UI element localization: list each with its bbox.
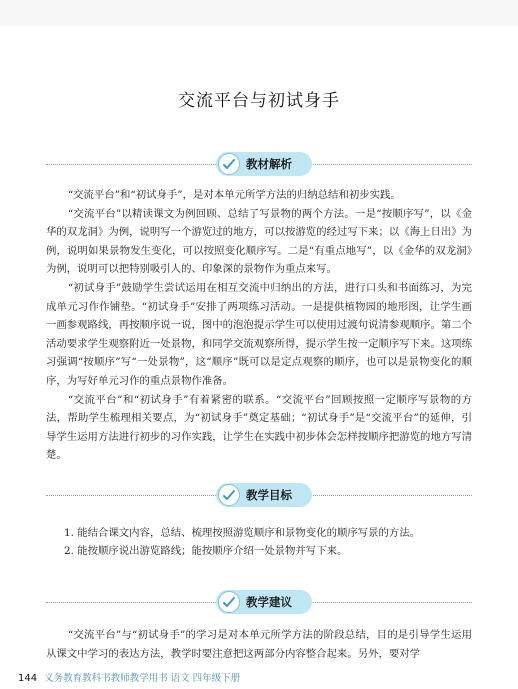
- page-number: 144: [18, 673, 38, 684]
- section-label: 教学目标: [246, 488, 292, 502]
- section-badge: [216, 483, 312, 507]
- footer-text: 义务教育教科书教师教学用书 语文 四年级下册: [44, 673, 241, 684]
- section-badge: [216, 590, 312, 614]
- paragraph: “交流平台”和“初试身手”，是对本单元所学方法的归纳总结和初步实践。: [67, 189, 401, 201]
- pencil-check-icon: [218, 484, 240, 506]
- section-header-advice: [46, 590, 472, 616]
- paragraph: “交流平台”和“初试身手”有着紧密的联系。“交流平台”回顾按照一定顺序写景物的方法，帮助学生梳理相关要点，为“初试身手”奠定基础；“初试身手”是“交流平台”的延伸，引导学生运用方法进行初步的习作实践，让学生在实践中初步体会怎样按顺序把游览的地方写清楚。: [46, 393, 473, 462]
- section-label: 教学建议: [246, 595, 292, 609]
- section-badge: [216, 152, 312, 176]
- paragraph: “交流平台”以精读课文为例回顾、总结了写景物的两个方法。一是“按顺序写”，以《金华的双龙洞》为例，说明写一个游览过的地方，可以按游览的经过写下来；以《海上日出》为例，说明如果景物发生变化，可以按照变化顺序写。二是“有重点地写”，以《金华的双龙洞》为例，说明可以把特别吸引人的、印象深的景物作为重点来写。: [46, 207, 473, 276]
- advice-text: [46, 626, 472, 663]
- page-footer: [18, 670, 240, 684]
- pencil-check-icon: [218, 591, 240, 613]
- section-header-goals: [46, 483, 472, 509]
- paragraph: “交流平台”与“初试身手”的学习是对本单元所学方法的阶段总结，目的是引导学生运用从课文中学习的表达方法，教学时要注意把这两部分内容整合起来。另外，要对学: [46, 629, 472, 660]
- analysis-text: [46, 186, 472, 465]
- goals-list: [64, 524, 474, 560]
- section-header-analysis: [46, 152, 472, 178]
- paragraph: “初试身手”鼓励学生尝试运用在相互交流中归纳出的方法，进行口头和书面练习，为完成单元习作作铺垫。“初试身手”安排了两项练习活动。一是提供植物园的地形图，让学生画一画参观路线，再按顺序说一说，图中的泡泡提示学生可以使用过渡句说清参观顺序。第二个活动要求学生观察附近一处景物，和同学交流观察所得，提示学生按一定顺序写下来。这项练习强调“按顺序”写“一处景物”，这“顺序”既可以是定点观察的顺序，也可以是景物变化的顺序，为写好单元习作的重点景物作准备。: [46, 281, 473, 387]
- page-title: 交流平台与初试身手: [178, 91, 340, 111]
- pencil-check-icon: [218, 153, 240, 175]
- section-label: 教材解析: [246, 157, 292, 171]
- list-item: 2. 能按顺序说出游览路线；能按顺序介绍一处景物并写下来。: [64, 545, 348, 557]
- list-item: 1. 能结合课文内容，总结、梳理按照游览顺序和景物变化的顺序写景的方法。: [64, 527, 421, 539]
- top-band: [0, 0, 518, 26]
